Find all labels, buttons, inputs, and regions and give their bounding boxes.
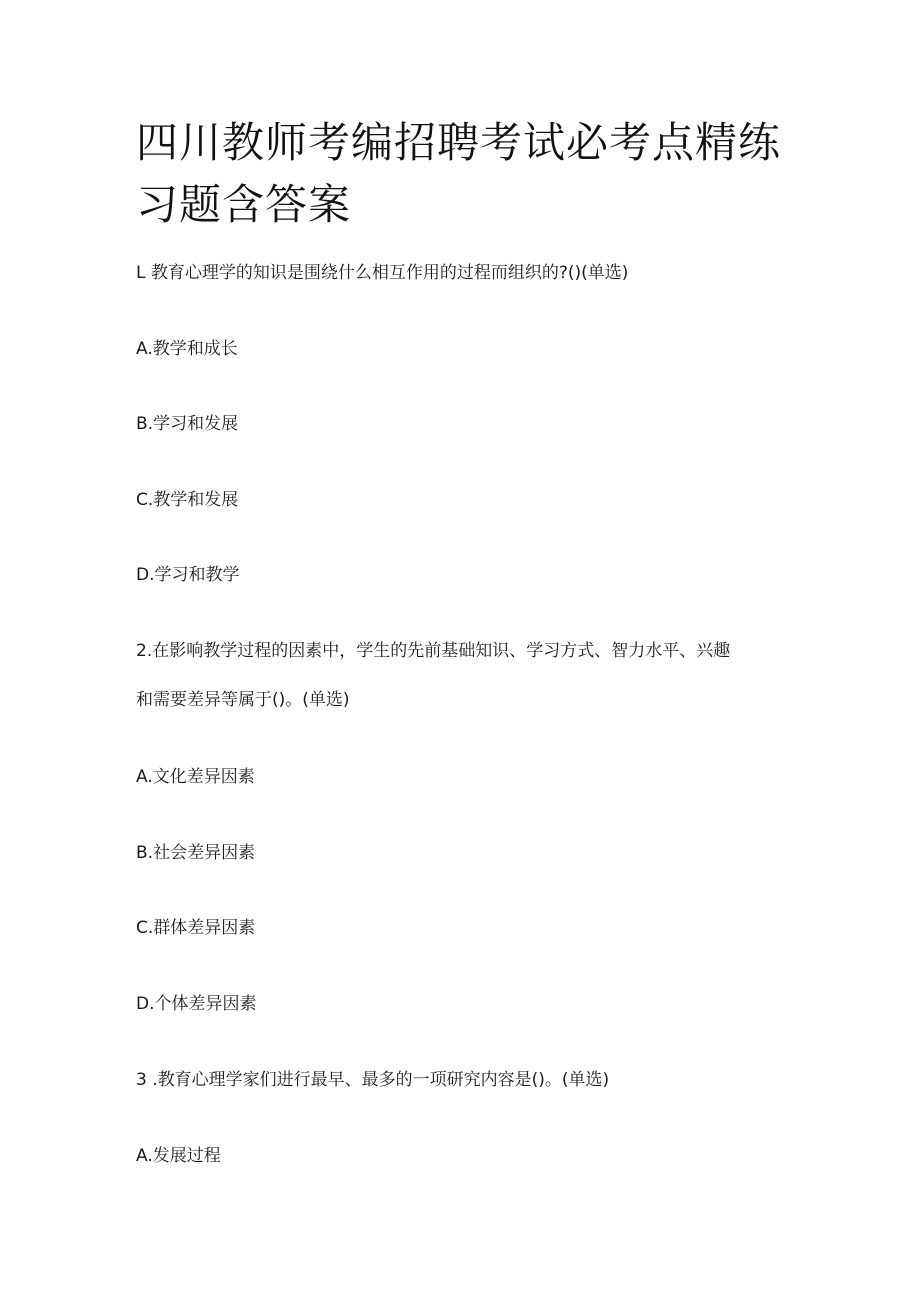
- question-1-option-c: C.教学和发展: [136, 490, 239, 510]
- document-title-line-1: 四川教师考编招聘考试必考点精练: [136, 118, 782, 167]
- question-3-option-a: A.发展过程: [136, 1146, 221, 1166]
- question-1-option-b: B.学习和发展: [136, 414, 239, 434]
- question-2-option-d: D.个体差异因素: [136, 994, 257, 1014]
- question-2-option-c: C.群体差异因素: [136, 918, 256, 938]
- question-1-option-a: A.教学和成长: [136, 339, 238, 359]
- document-title: [136, 112, 796, 236]
- document-title-line-2: 习题含答案: [136, 180, 352, 229]
- question-1-option-d: D.学习和教学: [136, 565, 240, 585]
- question-2-stem-line-1: 2.在影响教学过程的因素中，学生的先前基础知识、学习方式、智力水平、兴趣: [136, 641, 731, 661]
- question-2-stem-line-2: 和需要差异等属于()。(单选): [136, 690, 350, 710]
- question-1-stem: L 教育心理学的知识是围绕什么相互作用的过程而组织的?()(单选): [136, 263, 629, 283]
- question-2-option-a: A.文化差异因素: [136, 767, 255, 787]
- question-2-option-b: B.社会差异因素: [136, 843, 256, 863]
- question-3-stem: 3 .教育心理学家们进行最早、最多的一项研究内容是()。(单选): [136, 1070, 610, 1090]
